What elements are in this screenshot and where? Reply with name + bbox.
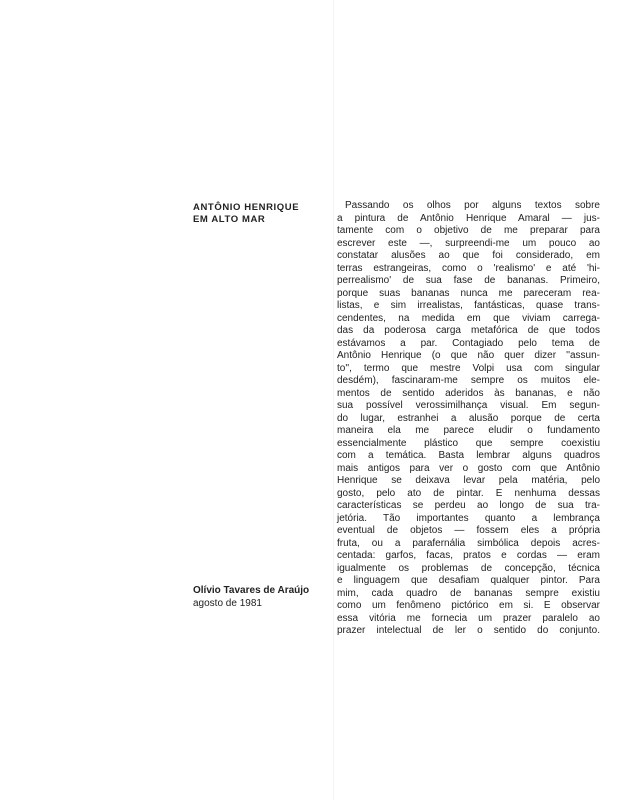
article-title-line-1: ANTÔNIO HENRIQUE (193, 202, 300, 213)
body-line: maneira ela me parece eludir o fundamento (337, 425, 600, 436)
body-line: Henrique se deixava levar pela matéria, pelo (337, 475, 600, 486)
body-line: do lugar, estranhei a alusão porque de certa (337, 412, 600, 424)
article-title (193, 202, 299, 226)
body-line: Passando os olhos por alguns textos sobre (345, 200, 600, 211)
body-line: to'', termo que mestre Volpi usa com singular (337, 362, 600, 374)
body-line: escrever este —, surpreendi-me um pouco ao (337, 237, 600, 249)
body-line: eventual de objetos — fossem eles a própria (337, 525, 600, 536)
page-fold-line (333, 0, 334, 800)
article-title-line-2: EM ALTO MAR (193, 214, 266, 225)
body-line: mais antigos para ver o gosto com que Antônio (337, 462, 600, 474)
body-line: terras estrangeiras, como o 'realismo' e até 'hi- (337, 262, 600, 274)
body-line: gosto, pelo ato de pintar. E nenhuma dessas (337, 487, 600, 499)
body-line: e linguagem que desafiam qualquer pintor. Para (337, 575, 600, 586)
body-line: listas, e sim irrealistas, fantásticas, quase trans- (337, 300, 600, 311)
body-line: fruta, ou a parafernália simbólica depois acres- (337, 537, 600, 549)
article-date: agosto de 1981 (193, 597, 262, 609)
article-signature (193, 585, 309, 610)
body-line: desdém), fascinaram-me sempre os muitos ele- (337, 375, 600, 386)
body-line: constatar alusões ao que foi considerado, em (337, 250, 600, 261)
body-line: igualmente os problemas de concepção, técnica (337, 562, 600, 574)
body-line: jetória. Tão importantes quanto a lembrança (337, 512, 600, 524)
body-line: características se perdeu ao longo de sua tra- (337, 500, 600, 511)
body-line: estávamos a par. Contagiado pelo tema de (337, 337, 600, 349)
body-line: mentos de sentido aderidos às bananas, e não (337, 387, 600, 399)
body-line: a pintura de Antônio Henrique Amaral — jus- (337, 212, 600, 224)
body-line: das da poderosa carga metafórica de que todos (337, 325, 600, 336)
body-line: tamente com o objetivo de me preparar para (337, 225, 600, 236)
body-line: prazer intelectual de ler o sentido do conjunto. (337, 625, 600, 636)
body-line: essa vitória me fornecia um prazer paralelo ao (337, 612, 600, 624)
body-line: cendentes, na medida em que viviam carrega- (337, 312, 600, 324)
body-line: essencialmente plástico que sempre coexistiu (337, 437, 600, 449)
body-line: porque suas bananas nunca me pareceram rea- (337, 287, 600, 299)
body-line: como um fenômeno pictórico em si. E observar (337, 600, 600, 611)
author-name: Olívio Tavares de Araújo (193, 585, 310, 596)
body-line: com a temática. Basta lembrar alguns quadros (337, 450, 600, 461)
article-body (337, 200, 600, 638)
body-line: sua possível verossimilhança visual. Em segun- (337, 400, 600, 411)
body-line: Antônio Henrique (o que não quer dizer ''assun- (337, 350, 600, 361)
body-line: perrealismo' de sua fase de bananas. Primeiro, (337, 275, 600, 286)
body-line: centada: garfos, facas, pratos e cordas — eram (337, 550, 600, 561)
body-line: mim, cada quadro de bananas sempre existiu (337, 587, 600, 599)
